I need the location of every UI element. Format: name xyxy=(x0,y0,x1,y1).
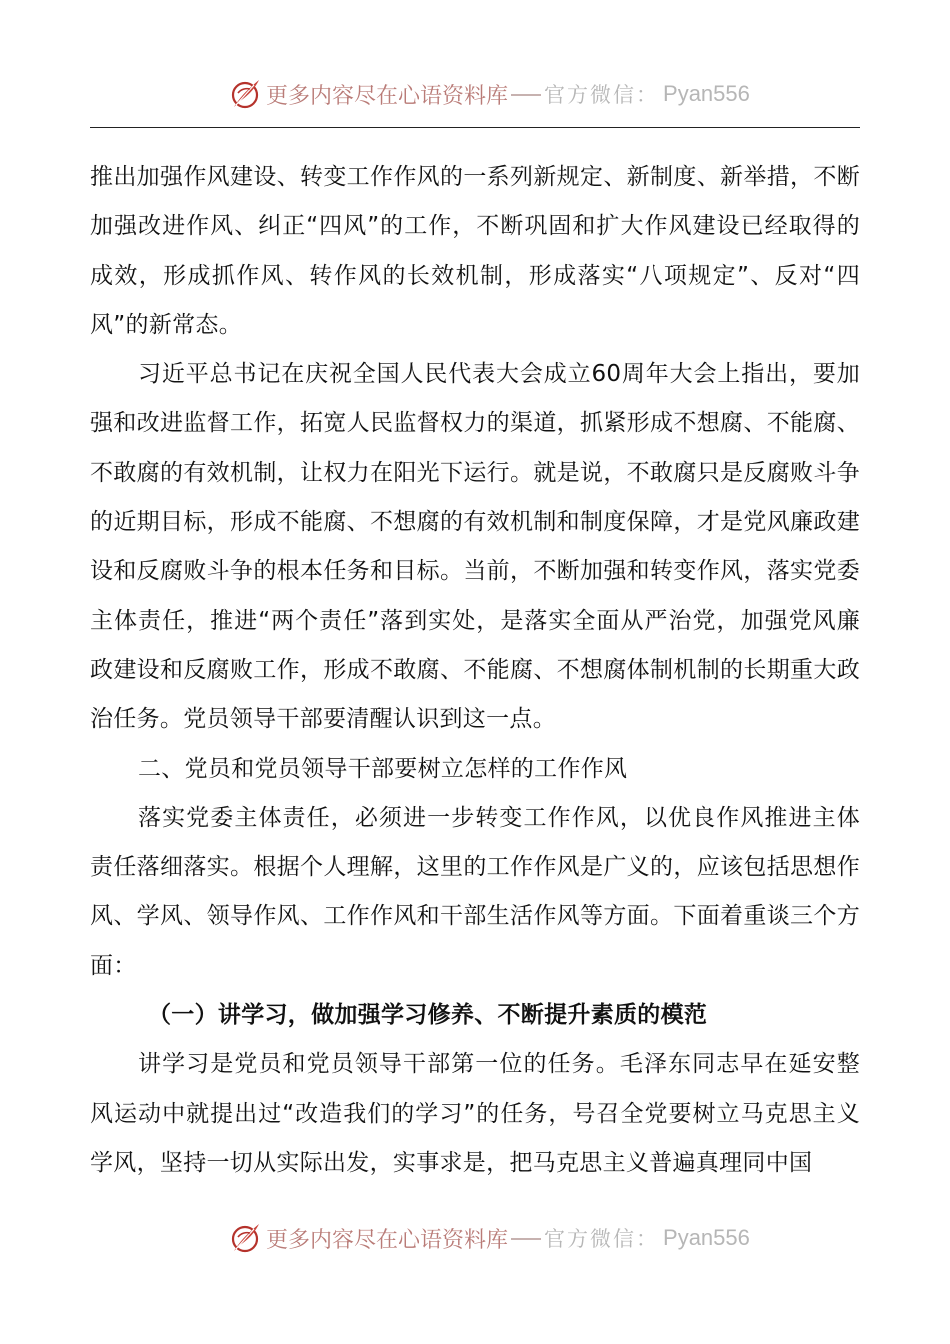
feather-quill-logo-icon xyxy=(228,1221,262,1255)
page-header xyxy=(0,72,950,116)
header-divider xyxy=(90,127,860,128)
document-body xyxy=(90,153,860,1188)
footer-wechat-label: 官方微信： xyxy=(544,1227,660,1251)
subsection-heading-one: （一）讲学习，做加强学习修养、不断提升素质的模范 xyxy=(148,1002,708,1029)
footer-banner xyxy=(228,1216,750,1260)
feather-quill-logo-icon xyxy=(228,77,262,111)
footer-wechat-id: Pyan556 xyxy=(663,1225,750,1250)
header-dash xyxy=(511,94,541,96)
header-wechat-label: 官方微信： xyxy=(544,83,660,107)
header-title: 更多内容尽在心语资料库 xyxy=(266,83,509,109)
paragraph-xi-speech: 习近平总书记在庆祝全国人民代表大会成立60周年大会上指出，要加强和改进监督工作，拓宽人民监督权力的渠道，抓紧形成不想腐、不能腐、不敢腐的有效机制，让权力在阳光下运行。就是说，不敢腐只是反腐败斗争的近期目标，形成不能腐、不想腐的有效机制和制度保障，才是党风廉政建设和反腐败斗争的根本任务和目标。当前，不断加强和转变作风，落实党委主体责任，推进“两个责任”落到实处，是落实全面从严治党，加强党风廉政建设和反腐败工作，形成不敢腐、不能腐、不想腐体制机制的长期重大政治任务。党员领导干部要清醒认识到这一点。 xyxy=(90,361,860,733)
paragraph-work-style: 落实党委主体责任，必须进一步转变工作作风，以优良作风推进主体责任落细落实。根据个人理解，这里的工作作风是广义的，应该包括思想作风、学风、领导作风、工作作风和干部生活作风等方面。下面着重谈三个方面： xyxy=(90,804,860,979)
header-banner xyxy=(228,72,750,116)
footer-title: 更多内容尽在心语资料库 xyxy=(266,1227,509,1253)
paragraph-study: 讲学习是党员和党员领导干部第一位的任务。毛泽东同志早在延安整风运动中就提出过“改造我们的学习”的任务，号召全党要树立马克思主义学风，坚持一切从实际出发，实事求是，把马克思主义普遍真理同中国 xyxy=(90,1051,860,1176)
footer-dash xyxy=(511,1238,541,1240)
paragraph-continuation: 推出加强作风建设、转变工作作风的一系列新规定、新制度、新举措，不断加强改进作风、纠正“四风”的工作，不断巩固和扩大作风建设已经取得的成效，形成抓作风、转作风的长效机制，形成落实“八项规定”、反对“四风”的新常态。 xyxy=(90,164,860,338)
header-wechat-id: Pyan556 xyxy=(663,81,750,106)
section-heading-two: 二、党员和党员领导干部要树立怎样的工作作风 xyxy=(138,755,628,782)
page-footer xyxy=(0,1216,950,1260)
